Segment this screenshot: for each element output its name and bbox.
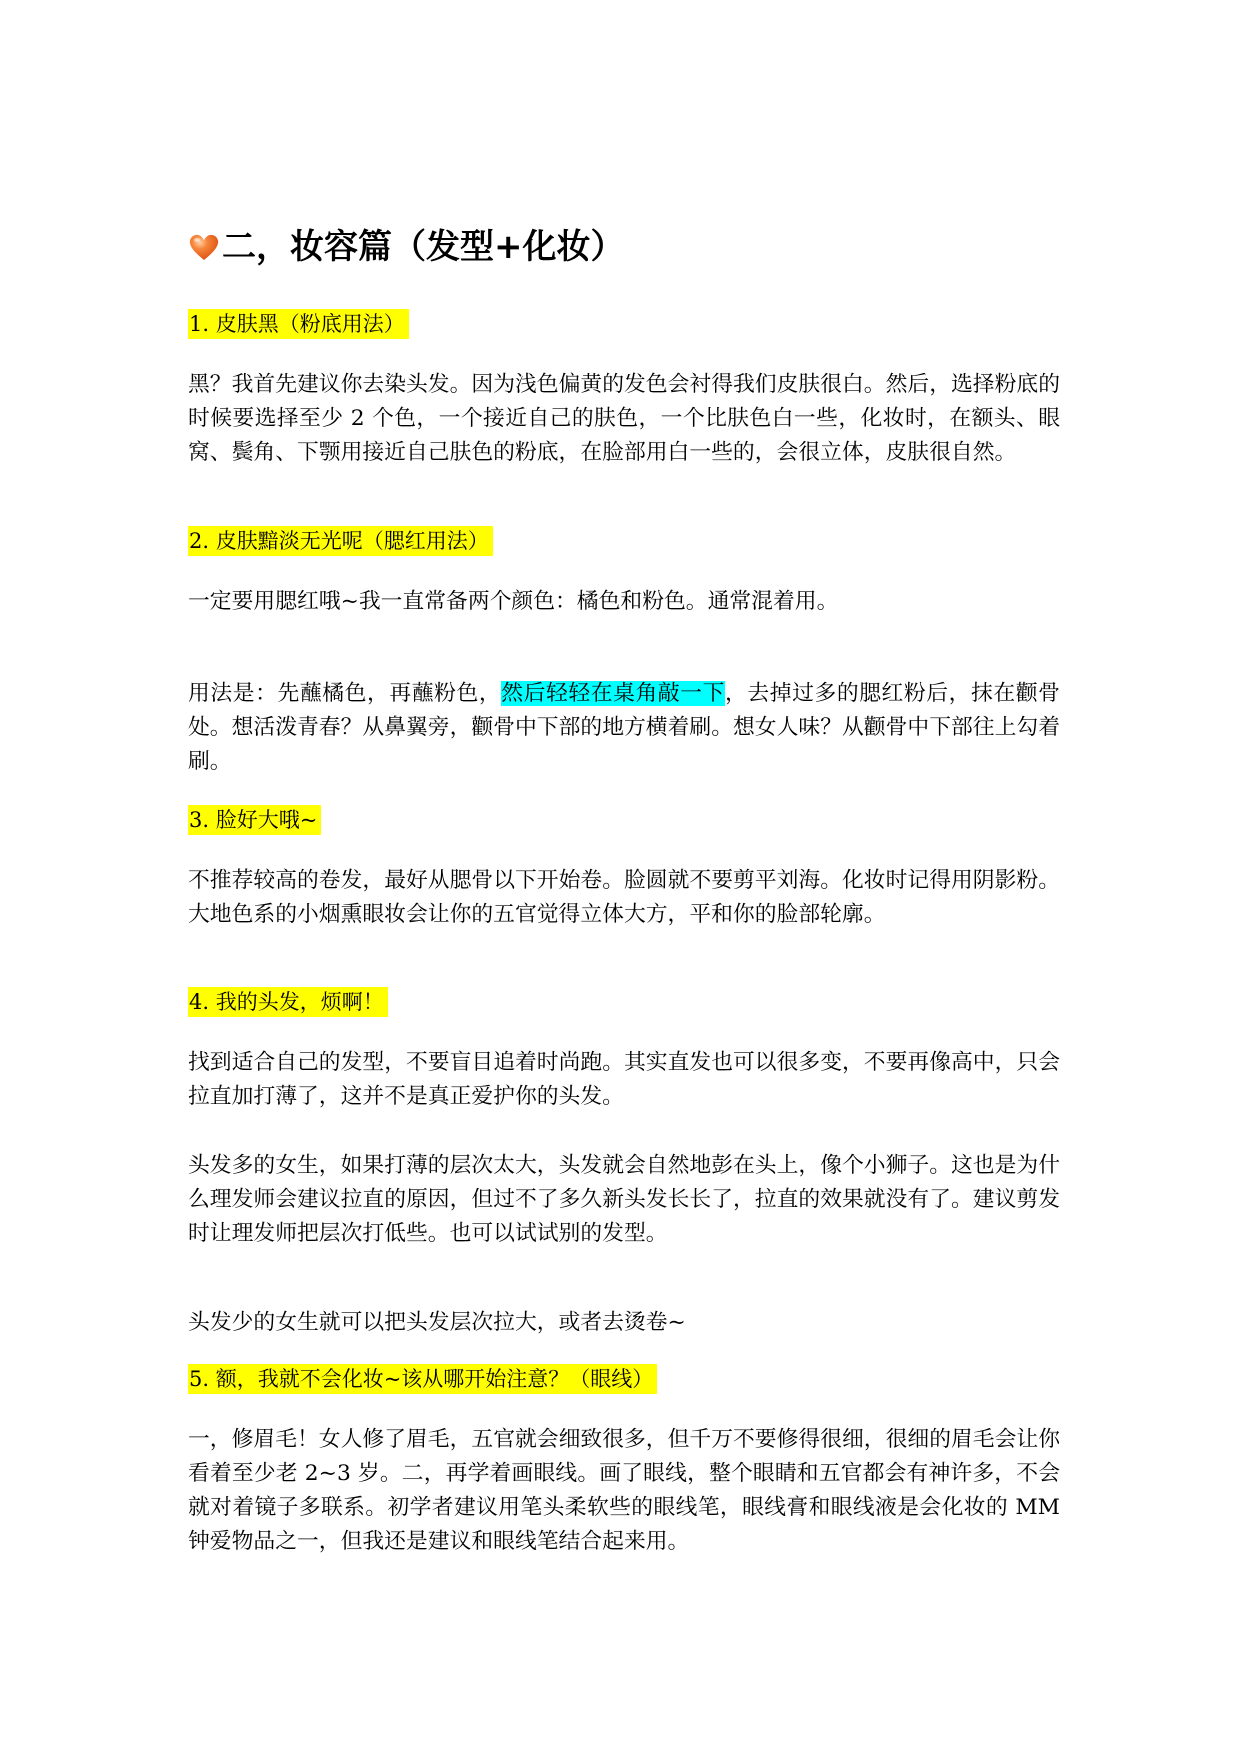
section-1-paragraph: 黑？我首先建议你去染头发。因为浅色偏黄的发色会衬得我们皮肤很白。然后，选择粉底的时候要选择至少 2 个色，一个接近自己的肤色，一个比肤色白一些，化妆时，在额头、眼窝、鬓角、下颚用接近自己肤色的粉底，在脸部用白一些的，会很立体，皮肤很自然。 [188, 372, 1060, 465]
section-4-paragraph-1: 找到适合自己的发型，不要盲目追着时尚跑。其实直发也可以很多变，不要再像高中，只会拉直加打薄了，这并不是真正爱护你的头发。 [188, 1050, 1060, 1109]
section-4-heading: 4. 我的头发，烦啊！ [188, 987, 388, 1017]
section-2-usage-paragraph [188, 677, 1060, 779]
page-title-text: 二，妆容篇（发型+化妆） [222, 227, 625, 267]
section-2-heading: 2. 皮肤黯淡无光呢（腮红用法） [188, 526, 493, 556]
usage-text-start: 用法是：先蘸橘色，再蘸粉色， [188, 681, 502, 706]
heart-icon [188, 232, 220, 262]
section-3-heading: 3. 脸好大哦~ [188, 805, 321, 835]
section-1-heading: 1. 皮肤黑（粉底用法） [188, 309, 409, 339]
usage-highlighted-text: 然后轻轻在桌角敲一下 [501, 681, 725, 706]
section-3-paragraph: 不推荐较高的卷发，最好从腮骨以下开始卷。脸圆就不要剪平刘海。化妆时记得用阴影粉。大地色系的小烟熏眼妆会让你的五官觉得立体大方，平和你的脸部轮廓。 [188, 868, 1060, 927]
section-4-paragraph-3: 头发少的女生就可以把头发层次拉大，或者去烫卷~ [188, 1310, 686, 1335]
section-5-paragraph: 一，修眉毛！女人修了眉毛，五官就会细致很多，但千万不要修得很细，很细的眉毛会让你看着至少老 2~3 岁。二，再学着画眼线。画了眼线，整个眼睛和五官都会有神许多，不会就对着镜子多联系。初学者建议用笔头柔软些的眼线笔，眼线膏和眼线液是会化妆的 MM 钟爱物品之一，但我还是建议和眼线笔结合起来用。 [188, 1427, 1060, 1554]
page-title [188, 225, 625, 269]
usage-text-end: ，去掉过多的腮红粉后，抹在颧骨处。想活泼青春？从鼻翼旁，颧骨中下部的地方横着刷。想女人味？从颧骨中下部往上勾着刷。 [188, 681, 1060, 774]
section-4-paragraph-2: 头发多的女生，如果打薄的层次太大，头发就会自然地彭在头上，像个小狮子。这也是为什么理发师会建议拉直的原因，但过不了多久新头发长长了，拉直的效果就没有了。建议剪发时让理发师把层次打低些。也可以试试别的发型。 [188, 1153, 1060, 1246]
section-5-heading: 5. 额，我就不会化妆~该从哪开始注意？（眼线） [188, 1364, 657, 1394]
section-2-paragraph: 一定要用腮红哦~我一直常备两个颜色：橘色和粉色。通常混着用。 [188, 589, 839, 614]
